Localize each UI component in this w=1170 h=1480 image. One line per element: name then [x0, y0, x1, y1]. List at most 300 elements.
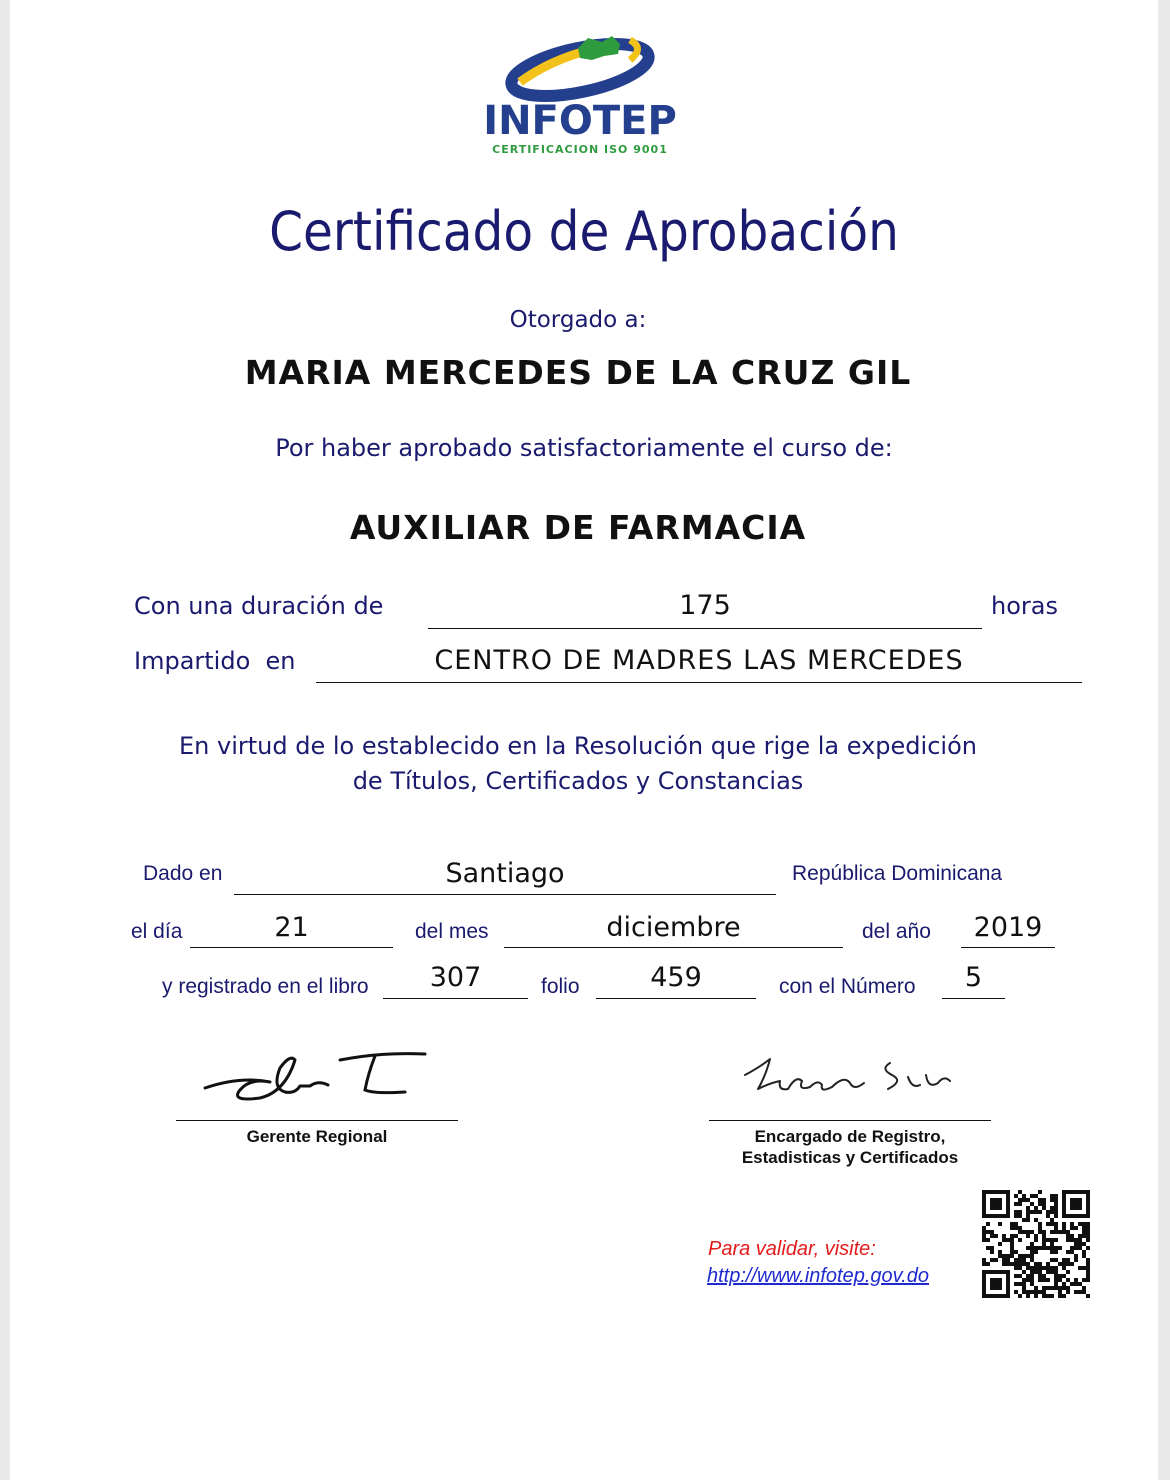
qr-module	[1030, 1230, 1034, 1234]
duration-unit: horas	[991, 592, 1058, 620]
qr-module	[1042, 1242, 1046, 1246]
qr-module	[1018, 1262, 1022, 1266]
qr-module	[1010, 1242, 1014, 1246]
qr-module	[1034, 1286, 1038, 1290]
qr-module	[1046, 1286, 1050, 1290]
qr-module	[1062, 1190, 1066, 1194]
qr-module	[1038, 1230, 1042, 1234]
qr-module	[1038, 1222, 1042, 1226]
qr-module	[982, 1282, 986, 1286]
qr-module	[1042, 1206, 1046, 1210]
qr-module	[1030, 1270, 1034, 1274]
qr-module	[1050, 1294, 1054, 1298]
qr-module	[994, 1190, 998, 1194]
qr-module	[1002, 1262, 1006, 1266]
qr-module	[1050, 1194, 1054, 1198]
qr-module	[1054, 1282, 1058, 1286]
qr-module	[1006, 1194, 1010, 1198]
qr-module	[1006, 1274, 1010, 1278]
qr-module	[1030, 1278, 1034, 1282]
qr-module	[1010, 1238, 1014, 1242]
qr-module	[1050, 1270, 1054, 1274]
infotep-logo	[480, 20, 680, 160]
qr-module	[1042, 1286, 1046, 1290]
qr-module	[1074, 1246, 1078, 1250]
qr-module	[982, 1270, 986, 1274]
qr-module	[1062, 1198, 1066, 1202]
qr-module	[1018, 1258, 1022, 1262]
qr-module	[1054, 1194, 1058, 1198]
qr-module	[1086, 1222, 1090, 1226]
folio-value: 459	[650, 962, 702, 993]
qr-module	[1066, 1238, 1070, 1242]
qr-module	[1042, 1230, 1046, 1234]
qr-module	[1014, 1258, 1018, 1262]
right-signature-line	[709, 1120, 991, 1121]
qr-module	[1026, 1290, 1030, 1294]
qr-module	[982, 1214, 986, 1218]
issued-city-line	[234, 894, 776, 895]
left-signer-title: Gerente Regional	[246, 1127, 388, 1146]
issued-city: Santiago	[445, 858, 565, 889]
qr-module	[990, 1230, 994, 1234]
qr-module	[1022, 1270, 1026, 1274]
qr-module	[990, 1270, 994, 1274]
qr-module	[1022, 1286, 1026, 1290]
qr-module	[1050, 1210, 1054, 1214]
qr-module	[1054, 1198, 1058, 1202]
qr-module	[1046, 1222, 1050, 1226]
qr-module	[1046, 1270, 1050, 1274]
right-signer-title-2: Estadisticas y Certificados	[741, 1148, 959, 1167]
qr-module	[1062, 1206, 1066, 1210]
qr-module	[1018, 1230, 1022, 1234]
qr-module	[982, 1290, 986, 1294]
qr-module	[1006, 1262, 1010, 1266]
qr-module	[1050, 1198, 1054, 1202]
qr-module	[1054, 1206, 1058, 1210]
qr-module	[1022, 1254, 1026, 1258]
qr-module	[1010, 1234, 1014, 1238]
qr-module	[1014, 1250, 1018, 1254]
qr-module	[1026, 1266, 1030, 1270]
qr-module	[1002, 1234, 1006, 1238]
qr-module	[990, 1234, 994, 1238]
taught-line	[316, 682, 1082, 683]
qr-module	[1014, 1226, 1018, 1230]
qr-module	[1058, 1286, 1062, 1290]
qr-module	[1038, 1274, 1042, 1278]
qr-module	[1086, 1262, 1090, 1266]
qr-module	[1054, 1278, 1058, 1282]
qr-module	[1014, 1202, 1018, 1206]
qr-module	[1030, 1282, 1034, 1286]
qr-module	[1042, 1246, 1046, 1250]
qr-module	[986, 1294, 990, 1298]
qr-module	[1034, 1210, 1038, 1214]
qr-module	[1026, 1246, 1030, 1250]
qr-module	[1070, 1214, 1074, 1218]
qr-module	[1054, 1238, 1058, 1242]
globe-swoosh-icon	[480, 20, 680, 110]
year-value: 2019	[973, 912, 1043, 943]
right-signature	[740, 1045, 970, 1105]
qr-module	[1062, 1202, 1066, 1206]
qr-module	[1086, 1190, 1090, 1194]
qr-module	[1030, 1202, 1034, 1206]
qr-code	[982, 1190, 1090, 1298]
qr-module	[1050, 1238, 1054, 1242]
qr-module	[1050, 1230, 1054, 1234]
qr-module	[1054, 1202, 1058, 1206]
qr-module	[1062, 1294, 1066, 1298]
qr-module	[1038, 1210, 1042, 1214]
qr-module	[1050, 1250, 1054, 1254]
number-line	[942, 998, 1005, 999]
qr-module	[1014, 1290, 1018, 1294]
qr-module	[1074, 1226, 1078, 1230]
qr-module	[1050, 1222, 1054, 1226]
qr-module	[1062, 1258, 1066, 1262]
qr-module	[1058, 1262, 1062, 1266]
qr-module	[1042, 1202, 1046, 1206]
qr-module	[1026, 1206, 1030, 1210]
qr-module	[1030, 1250, 1034, 1254]
qr-module	[982, 1234, 986, 1238]
qr-module	[1050, 1218, 1054, 1222]
qr-module	[1070, 1190, 1074, 1194]
qr-module	[1082, 1286, 1086, 1290]
taught-value: CENTRO DE MADRES LAS MERCEDES	[434, 645, 964, 676]
qr-module	[1026, 1218, 1030, 1222]
qr-module	[1074, 1278, 1078, 1282]
qr-module	[1010, 1250, 1014, 1254]
qr-module	[1046, 1210, 1050, 1214]
qr-module	[1042, 1290, 1046, 1294]
qr-module	[982, 1190, 986, 1194]
qr-module	[986, 1238, 990, 1242]
qr-module	[1038, 1278, 1042, 1282]
qr-module	[990, 1278, 994, 1282]
qr-module	[1006, 1198, 1010, 1202]
qr-module	[1054, 1286, 1058, 1290]
qr-module	[986, 1262, 990, 1266]
qr-module	[986, 1230, 990, 1234]
qr-module	[1046, 1246, 1050, 1250]
qr-module	[1034, 1238, 1038, 1242]
qr-module	[1042, 1238, 1046, 1242]
qr-module	[1034, 1206, 1038, 1210]
qr-module	[986, 1246, 990, 1250]
qr-module	[1086, 1238, 1090, 1242]
folio-label: folio	[541, 975, 580, 998]
qr-module	[1034, 1246, 1038, 1250]
qr-module	[994, 1234, 998, 1238]
qr-module	[1066, 1262, 1070, 1266]
qr-module	[990, 1214, 994, 1218]
qr-module	[986, 1214, 990, 1218]
qr-module	[1066, 1230, 1070, 1234]
qr-module	[1022, 1262, 1026, 1266]
qr-module	[1066, 1286, 1070, 1290]
qr-module	[1078, 1198, 1082, 1202]
qr-module	[998, 1294, 1002, 1298]
qr-module	[998, 1286, 1002, 1290]
qr-module	[1058, 1294, 1062, 1298]
qr-module	[1070, 1250, 1074, 1254]
qr-module	[1050, 1258, 1054, 1262]
qr-module	[1070, 1202, 1074, 1206]
qr-module	[1066, 1190, 1070, 1194]
qr-module	[1006, 1210, 1010, 1214]
qr-module	[1054, 1258, 1058, 1262]
qr-module	[1006, 1202, 1010, 1206]
qr-module	[1070, 1282, 1074, 1286]
qr-module	[1062, 1282, 1066, 1286]
qr-module	[998, 1198, 1002, 1202]
qr-module	[986, 1270, 990, 1274]
logo-wordmark: INFOTEP	[483, 98, 677, 144]
qr-module	[1082, 1226, 1086, 1230]
qr-module	[1014, 1210, 1018, 1214]
qr-module	[1042, 1266, 1046, 1270]
qr-module	[1038, 1266, 1042, 1270]
qr-module	[1058, 1246, 1062, 1250]
qr-module	[1082, 1250, 1086, 1254]
qr-module	[1010, 1222, 1014, 1226]
qr-module	[1078, 1238, 1082, 1242]
year-label: del año	[862, 920, 931, 943]
qr-module	[1030, 1210, 1034, 1214]
qr-module	[1074, 1258, 1078, 1262]
qr-module	[1010, 1246, 1014, 1250]
month-label: del mes	[415, 920, 489, 943]
qr-module	[1014, 1234, 1018, 1238]
qr-module	[982, 1294, 986, 1298]
qr-module	[1070, 1206, 1074, 1210]
qr-module	[1018, 1238, 1022, 1242]
qr-module	[1034, 1218, 1038, 1222]
qr-module	[1070, 1198, 1074, 1202]
qr-module	[1038, 1198, 1042, 1202]
qr-module	[1022, 1290, 1026, 1294]
qr-module	[1022, 1198, 1026, 1202]
qr-module	[1070, 1262, 1074, 1266]
qr-module	[994, 1198, 998, 1202]
qr-module	[994, 1270, 998, 1274]
qr-module	[1070, 1246, 1074, 1250]
month-line	[504, 947, 843, 948]
qr-module	[1058, 1278, 1062, 1282]
certificate-page	[10, 0, 1158, 1480]
qr-module	[1054, 1250, 1058, 1254]
qr-module	[982, 1202, 986, 1206]
qr-module	[1054, 1270, 1058, 1274]
number-label: con el Número	[779, 975, 916, 998]
qr-module	[1010, 1262, 1014, 1266]
qr-module	[1022, 1282, 1026, 1286]
qr-module	[1014, 1194, 1018, 1198]
resolution-line-2: de Títulos, Certificados y Constancias	[352, 767, 804, 795]
qr-module	[998, 1214, 1002, 1218]
qr-module	[1022, 1218, 1026, 1222]
qr-module	[1014, 1266, 1018, 1270]
month-value: diciembre	[606, 912, 741, 943]
qr-module	[1038, 1246, 1042, 1250]
qr-module	[1014, 1222, 1018, 1226]
qr-module	[1066, 1250, 1070, 1254]
qr-module	[1038, 1190, 1042, 1194]
book-line	[383, 998, 528, 999]
taught-label: Impartido en	[134, 647, 296, 675]
qr-module	[1054, 1230, 1058, 1234]
qr-module	[1030, 1242, 1034, 1246]
qr-module	[998, 1206, 1002, 1210]
qr-module	[1026, 1278, 1030, 1282]
qr-module	[994, 1282, 998, 1286]
qr-module	[982, 1226, 986, 1230]
qr-module	[1086, 1234, 1090, 1238]
folio-line	[596, 998, 756, 999]
qr-module	[1078, 1206, 1082, 1210]
qr-module	[1070, 1238, 1074, 1242]
qr-module	[1054, 1210, 1058, 1214]
qr-module	[1002, 1214, 1006, 1218]
qr-module	[1030, 1246, 1034, 1250]
validate-link[interactable]: http://www.infotep.gov.do	[707, 1265, 929, 1287]
qr-module	[1026, 1254, 1030, 1258]
qr-module	[1038, 1202, 1042, 1206]
qr-module	[986, 1190, 990, 1194]
left-signature-line	[176, 1120, 458, 1121]
qr-module	[1026, 1294, 1030, 1298]
qr-module	[1074, 1282, 1078, 1286]
qr-module	[1022, 1230, 1026, 1234]
qr-module	[1006, 1290, 1010, 1294]
qr-module	[1062, 1230, 1066, 1234]
qr-module	[1002, 1294, 1006, 1298]
qr-module	[994, 1214, 998, 1218]
qr-module	[1086, 1258, 1090, 1262]
qr-module	[990, 1282, 994, 1286]
qr-module	[1022, 1194, 1026, 1198]
qr-module	[1026, 1214, 1030, 1218]
qr-module	[1014, 1282, 1018, 1286]
qr-module	[1038, 1270, 1042, 1274]
qr-module	[1014, 1262, 1018, 1266]
qr-module	[1018, 1226, 1022, 1230]
qr-module	[1046, 1214, 1050, 1218]
qr-module	[1062, 1266, 1066, 1270]
validate-text: Para validar, visite:	[708, 1238, 876, 1260]
qr-module	[1078, 1214, 1082, 1218]
qr-module	[1070, 1222, 1074, 1226]
qr-module	[1002, 1190, 1006, 1194]
qr-module	[998, 1270, 1002, 1274]
qr-module	[1074, 1214, 1078, 1218]
qr-module	[1050, 1286, 1054, 1290]
qr-module	[1086, 1230, 1090, 1234]
recipient-name: MARIA MERCEDES DE LA CRUZ GIL	[244, 353, 912, 392]
qr-module	[1086, 1270, 1090, 1274]
qr-module	[998, 1202, 1002, 1206]
qr-module	[990, 1206, 994, 1210]
qr-module	[1082, 1190, 1086, 1194]
issued-label: Dado en	[143, 862, 223, 885]
qr-module	[998, 1278, 1002, 1282]
qr-module	[1018, 1198, 1022, 1202]
day-value: 21	[274, 912, 309, 943]
qr-module	[1034, 1250, 1038, 1254]
qr-module	[1042, 1294, 1046, 1298]
qr-module	[994, 1294, 998, 1298]
qr-module	[1078, 1190, 1082, 1194]
qr-module	[982, 1258, 986, 1262]
right-signer-title-1: Encargado de Registro,	[754, 1127, 946, 1146]
qr-module	[1042, 1274, 1046, 1278]
qr-module	[998, 1282, 1002, 1286]
qr-module	[1006, 1258, 1010, 1262]
qr-module	[1082, 1214, 1086, 1218]
qr-module	[1046, 1266, 1050, 1270]
qr-module	[1010, 1226, 1014, 1230]
qr-module	[1006, 1190, 1010, 1194]
qr-module	[1086, 1202, 1090, 1206]
qr-module	[1006, 1270, 1010, 1274]
qr-module	[1086, 1214, 1090, 1218]
certificate-title: Certificado de Aprobación	[269, 200, 899, 263]
qr-module	[1086, 1246, 1090, 1250]
qr-module	[1086, 1194, 1090, 1198]
qr-module	[1062, 1226, 1066, 1230]
qr-module	[1006, 1214, 1010, 1218]
qr-module	[1074, 1206, 1078, 1210]
qr-module	[1046, 1262, 1050, 1266]
qr-module	[1022, 1278, 1026, 1282]
qr-module	[1026, 1210, 1030, 1214]
qr-module	[994, 1286, 998, 1290]
qr-module	[1018, 1274, 1022, 1278]
qr-module	[1058, 1230, 1062, 1234]
qr-module	[1050, 1266, 1054, 1270]
qr-module	[1050, 1246, 1054, 1250]
qr-module	[982, 1286, 986, 1290]
qr-module	[1070, 1234, 1074, 1238]
qr-module	[1062, 1274, 1066, 1278]
qr-module	[1018, 1294, 1022, 1298]
qr-module	[998, 1242, 1002, 1246]
course-name: AUXILIAR DE FARMACIA	[349, 508, 807, 547]
qr-module	[998, 1190, 1002, 1194]
qr-module	[1030, 1290, 1034, 1294]
qr-module	[982, 1198, 986, 1202]
qr-module	[1014, 1274, 1018, 1278]
qr-module	[1046, 1238, 1050, 1242]
reason-text: Por haber aprobado satisfactoriamente el curso de:	[275, 434, 893, 462]
qr-module	[1082, 1278, 1086, 1282]
qr-module	[1018, 1190, 1022, 1194]
qr-module	[1054, 1214, 1058, 1218]
qr-module	[1062, 1262, 1066, 1266]
qr-module	[982, 1262, 986, 1266]
qr-module	[990, 1198, 994, 1202]
qr-module	[1062, 1286, 1066, 1290]
qr-module	[1050, 1242, 1054, 1246]
qr-module	[1078, 1234, 1082, 1238]
resolution-line-1: En virtud de lo establecido en la Resolución que rige la expedición	[179, 732, 977, 760]
qr-module	[982, 1238, 986, 1242]
qr-module	[998, 1250, 1002, 1254]
